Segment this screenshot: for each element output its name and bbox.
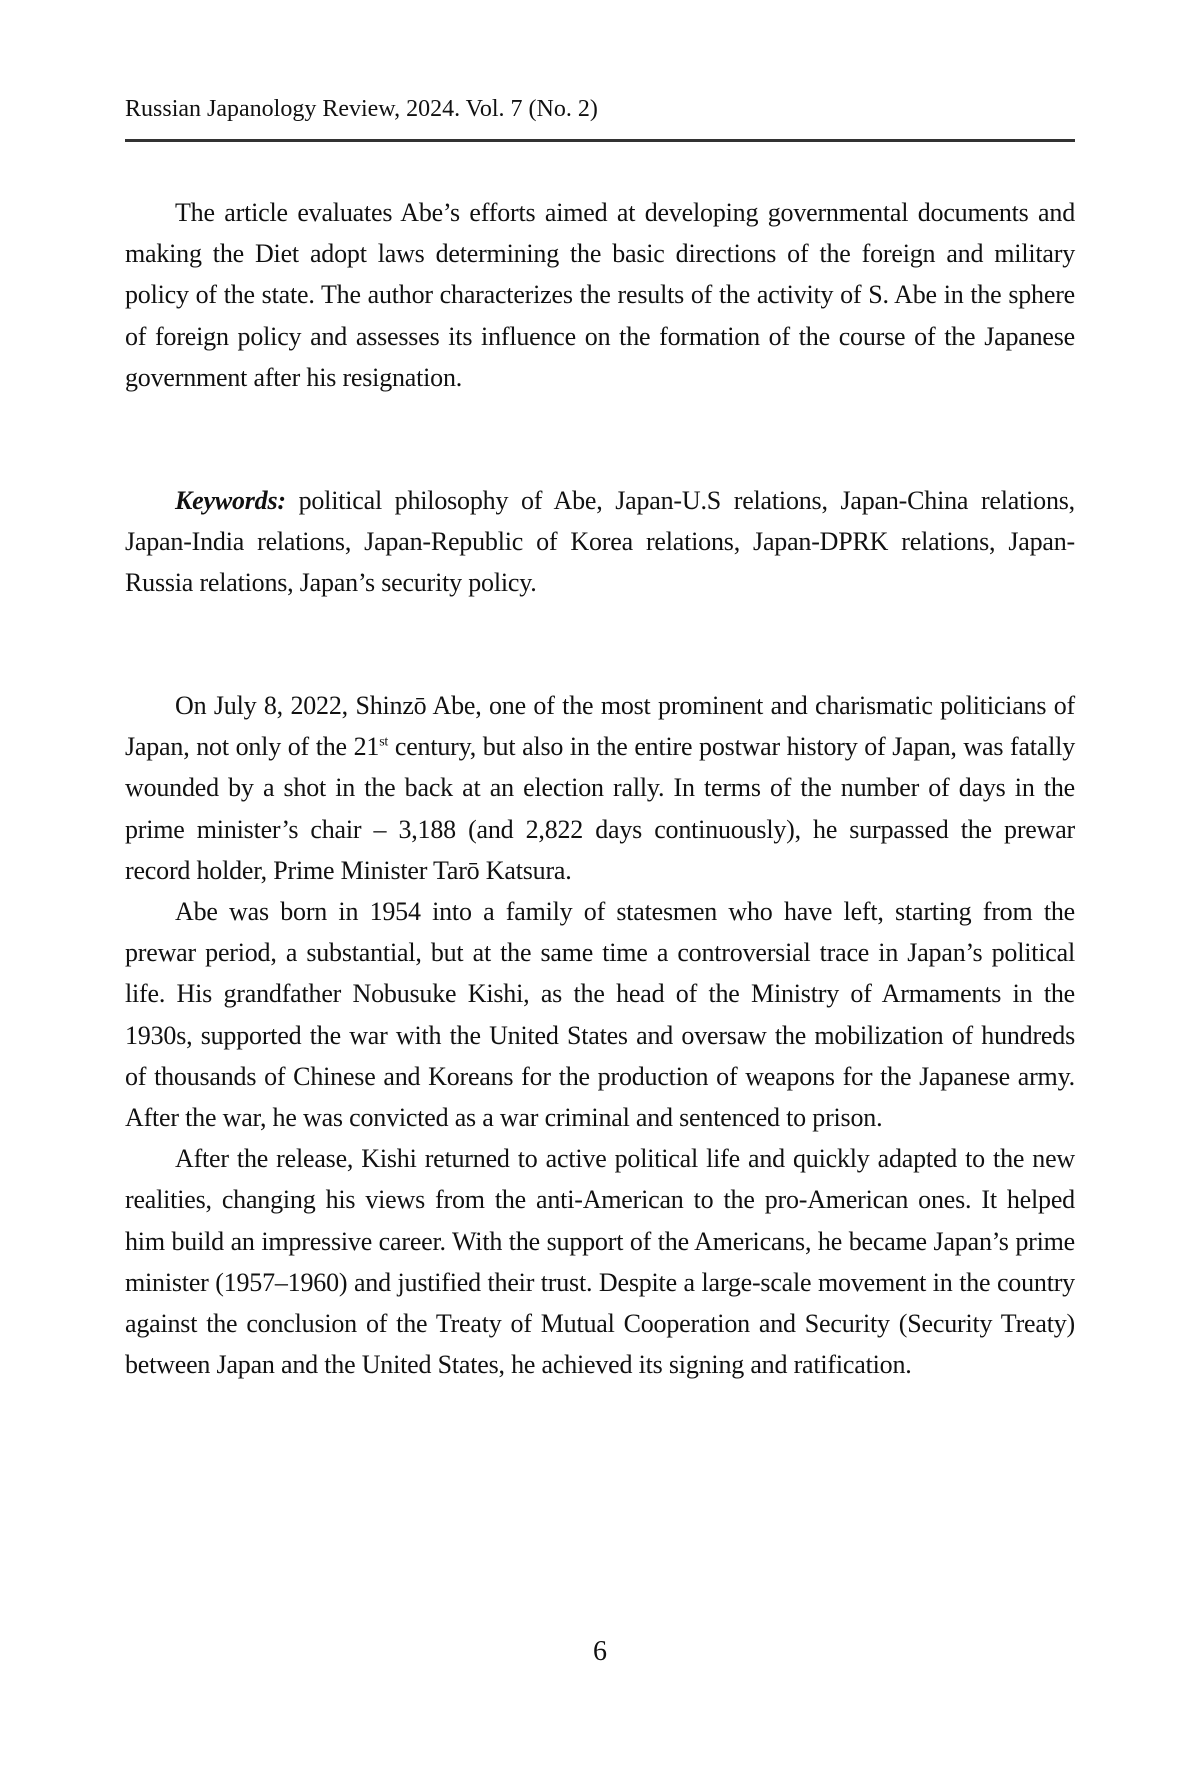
keywords-label: Keywords: — [175, 486, 286, 515]
page-number: 6 — [593, 1636, 607, 1667]
keywords-paragraph — [125, 480, 1075, 604]
p1-text-a: On July 8, 2022, Shinzō Abe, one of the most prominent and charismatic politicians of Japan, not only of the 21 — [125, 691, 1075, 762]
body-paragraph-1 — [125, 685, 1075, 891]
keywords — [125, 480, 1075, 604]
running-header: Russian Japanology Review, 2024. Vol. 7 (No. 2) — [125, 96, 598, 122]
ordinal-superscript: st — [379, 734, 389, 750]
body-paragraph-3: After the release, Kishi returned to active political life and quickly adapted to the new realities, changing his views from the anti-American to the pro-American ones. It helped him build an impressive career. With the support of the Americans, he became Japan’s prime minister (1957–1960) and justified their trust. Despite a large-scale movement in the country against the conclusion of the Treaty of Mutual Cooperation and Security (Security Treaty) between Japan and the United States, he achieved its signing and ratification. — [125, 1144, 1075, 1380]
header-rule — [125, 139, 1075, 142]
abstract — [125, 192, 1075, 398]
p1-text-b: century, but also in the entire postwar history of Japan, was fatally wounded by a shot in the back at an election rally. In terms of the number of days in the prime minister’s chair – 3,188 (and 2,822 days continuously), he surpassed the prewar record holder, Prime Minister Tarō Katsura. — [125, 732, 1075, 885]
keywords-text: political philosophy of Abe, Japan-U.S relations, Japan-China relations, Japan-India relations, Japan-Republic of Korea relations, Japan-DPRK relations, Japan-Russia relations, Japan’s security policy. — [125, 486, 1075, 598]
abstract-paragraph: The article evaluates Abe’s efforts aimed at developing governmental documents and making the Diet adopt laws determining the basic directions of the foreign and military policy of the state. The author characterizes the results of the activity of S. Abe in the sphere of foreign policy and assesses its influence on the formation of the course of the Japanese government after his resignation. — [125, 198, 1075, 392]
body-paragraph-2: Abe was born in 1954 into a family of statesmen who have left, starting from the prewar period, a substantial, but at the same time a controversial trace in Japan’s political life. His grandfather Nobusuke Kishi, as the head of the Ministry of Armaments in the 1930s, supported the war with the United States and oversaw the mobilization of hundreds of thousands of Chinese and Koreans for the production of weapons for the Japanese army. After the war, he was convicted as a war criminal and sentenced to prison. — [125, 897, 1075, 1133]
article-body — [125, 685, 1075, 1385]
